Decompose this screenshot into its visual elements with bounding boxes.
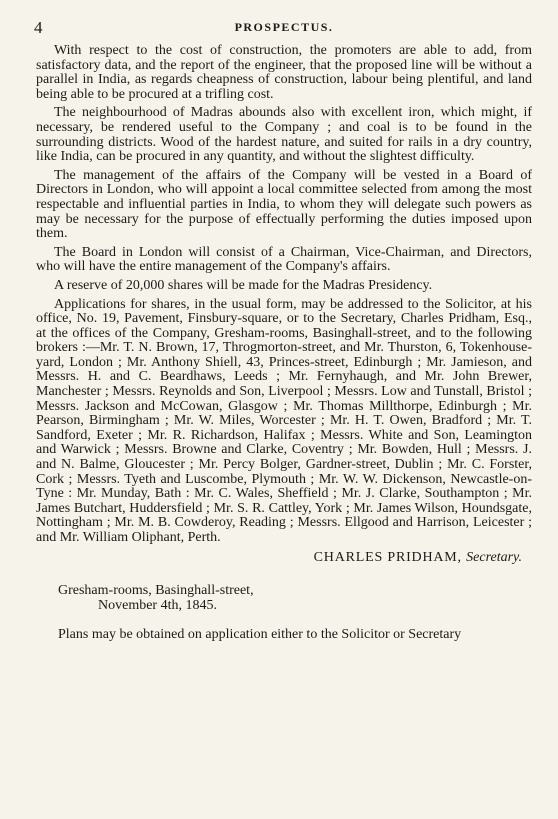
paragraph-management: The management of the affairs of the Company will be vested in a Board of Directors in London, who will appoint a local committee selected from among the most respectable and influential parties in India, to whom they will delegate such powers as may be necessary for the purpose of effectually performing the duties imposed upon them.: [36, 167, 532, 242]
paragraph-reserve-shares: A reserve of 20,000 shares will be made for the Madras Presidency.: [54, 277, 433, 293]
signature: [36, 550, 522, 565]
address-block: [58, 583, 532, 613]
plans-note: Plans may be obtained on application either to the Solicitor or Secretary: [58, 626, 462, 642]
paragraph-construction-cost: With respect to the cost of construction, the promoters are able to add, from satisfactory data, and the report of the engineer, that the proposed line will be without a parallel in India, as regards cheapness of construction, labour being plentiful, and land being able to be procured at a trifling cost.: [36, 43, 532, 102]
signature-title: Secretary.: [466, 549, 522, 565]
running-head: PROSPECTUS.: [234, 20, 334, 34]
page-number: 4: [34, 18, 43, 37]
signature-name: CHARLES PRIDHAM,: [313, 549, 462, 565]
page-header: [36, 18, 532, 40]
paragraph-iron-and-coal: The neighbourhood of Madras abounds also with excellent iron, which might, if necessary, be rendered useful to the Company ; and coal is to be found in the surrounding districts. Wood of the hardest nature, and suited for rails in a dry country, like India, can be procured in any quantity, and without the slightest difficulty.: [36, 105, 532, 165]
address-location: Gresham-rooms, Basinghall-street,: [58, 582, 254, 598]
address-date: November 4th, 1845.: [98, 597, 217, 613]
paragraph-board: The Board in London will consist of a Chairman, Vice-Chairman, and Directors, who will have the entire management of the Company's affairs.: [36, 244, 532, 275]
body-text: [36, 44, 532, 546]
paragraph-applications: Applications for shares, in the usual form, may be addressed to the Solicitor, at his office, No. 19, Pavement, Finsbury-square, or to the Secretary, Charles Pridham, Esq., at the offices of the Company, Gresham-rooms, Basinghall-street, and to the following brokers :—Mr. T. N. Brown, 17, Throgmorton-street, and Mr. Thurston, 6, Tokenhouse-yard, London ; Mr. Anthony Shiell, 43, Princes-street, Edinburgh ; Mr. Jamieson, and Messrs. H. and C. Beardhaws, Leeds ; Mr. Fernyhaugh, and Mr. John Brewer, Manchester ; Messrs. Reynolds and Son, Liverpool ; Messrs. Low and Tunstall, Bristol ; Messrs. Jackson and McCowan, Glasgow ; Mr. Thomas Millthorpe, Edinburgh ; Mr. Pearson, Birmingham ; Mr. W. Miles, Worcester ; Mr. H. T. Owen, Bradford ; Mr. T. Sandford, Exeter ; Mr. R. Richardson, Halifax ; Messrs. White and Son, Leamington and Warwick ; Messrs. Browne and Clarke, Coventry ; Mr. Bowden, Hull ; Messrs. J. and N. Balme, Gloucester ; Mr. Percy Bolger, Gardner-street, Dublin ; Mr. C. Forster, Cork ; Messrs. Tyeth and Luscombe, Plymouth ; Mr. W. W. Dickenson, Newcastle-on-Tyne : Mr. Munday, Bath : Mr. C. Wales, Sheffield ; Mr. J. Clarke, Southampton ; Mr. James Butchart, Huddersfield ; Mr. S. R. Cattley, York ; Mr. James Wilson, Houndsgate, Nottingham ; Mr. M. B. Cowderoy, Reading ; Messrs. Ellgood and Harrison, Leicester ; and Mr. William Oliphant, Perth.: [36, 296, 532, 545]
